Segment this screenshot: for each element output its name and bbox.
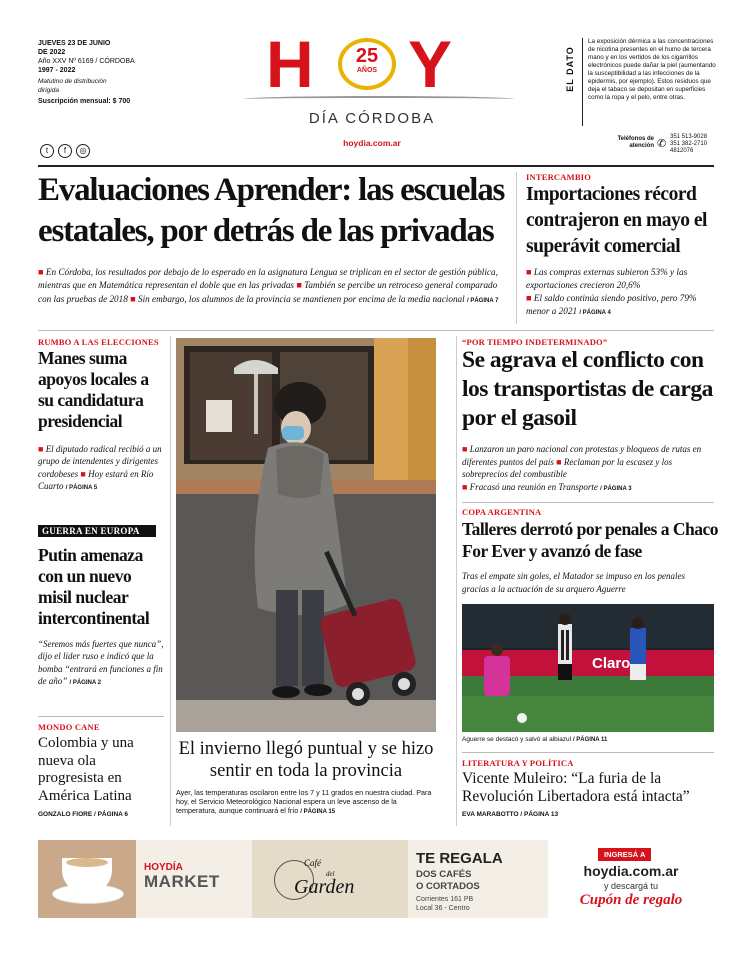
- instagram-icon[interactable]: ◎: [76, 144, 90, 158]
- lead-bullet-1: En Córdoba, los resultados por debajo de lo esperado en la asignatura Lengua se triplican en el sector de gestión pública, mientras que en Matemática representan el doble que en las privadas: [38, 267, 498, 291]
- ad-coffee-image: [38, 840, 136, 918]
- ad-cta-text: y descargá tu: [603, 881, 659, 891]
- putin-page[interactable]: / PÁGINA 2: [69, 679, 101, 686]
- winter-text: Ayer, las temperaturas oscilaron entre los 7 y 11 grados en nuestra ciudad. Para hoy, el Servicio Meteorológico Nacional espera un leve ascenso de la temperatura, aunque continuará el frío: [176, 788, 432, 815]
- phone-icon: ✆: [657, 138, 667, 150]
- lead-page[interactable]: / PÁGINA 7: [466, 297, 499, 304]
- ad-cafe-panel: [252, 840, 408, 918]
- ad-brand-bottom: MARKET: [144, 872, 220, 891]
- ad-address-2: Local 36 - Centro: [416, 905, 470, 912]
- subscription-price: Suscripción mensual: $ 700: [38, 98, 131, 105]
- football-section: COPA ARGENTINA: [462, 507, 542, 517]
- anniversary-word: AÑOS: [356, 67, 378, 74]
- el-dato-box: [565, 38, 716, 130]
- manes-bullet-2: Hoy estará en Río Cuarto: [38, 468, 154, 491]
- facebook-icon[interactable]: f: [58, 144, 72, 158]
- phone-1[interactable]: 351 513-9028: [670, 134, 708, 140]
- ad-cta-badge: INGRESÁ A: [598, 848, 651, 861]
- trade-summary: ■ Las compras externas subieron 53% y las exportaciones crecieron 20,6% ■ El saldo continúa siendo positivo, pero 79% menor a 2021 / PÁGINA 4: [526, 267, 697, 316]
- transport-bullet-3: Fracasó una reunión en Transporte: [469, 481, 598, 492]
- ad-cafe-mid: del: [326, 870, 335, 878]
- phone-3[interactable]: 4812076: [670, 148, 694, 154]
- el-dato-label: EL DATO: [565, 46, 575, 92]
- ad-cta-coupon[interactable]: Cupón de regalo: [579, 892, 683, 908]
- winter-headline[interactable]: El invierno llegó puntual y se hizo sentir en toda la provincia: [178, 739, 434, 781]
- ad-banner[interactable]: [38, 840, 714, 918]
- lead-summary: ■ En Córdoba, los resultados por debajo de lo esperado en la asignatura Lengua se triplican en el sector de gestión pública, mientras que en Matemática representan el doble que en las privadas ■ También se percibe un retroceso general comparado con las pruebas de 2018 ■ Sin embargo, los alumnos de la provincia se mantienen por encima de la media nacional / PÁGINA 7: [38, 267, 499, 304]
- manes-headline[interactable]: Manes suma apoyos locales a su candidatura presidencial: [38, 348, 149, 431]
- transport-section: “POR TIEMPO INDETERMINADO”: [462, 337, 608, 347]
- issue-years: 1997 - 2022: [38, 66, 76, 74]
- putin-text: “Seremos más fuertes que nunca”, dijo el líder ruso e indicó que la bomba “entrará en funciones a fin de año”: [38, 639, 164, 686]
- putin-headline[interactable]: Putin amenaza con un nuevo misil nuclear intercontinental: [38, 545, 150, 628]
- logo-city: DÍA CÓRDOBA: [308, 110, 436, 127]
- distribution-note: Matutino de distribución dirigida: [38, 78, 107, 94]
- ad-cafe-small: Café: [304, 858, 321, 868]
- el-dato-text: La exposición dérmica a las concentraciones de nicotina presentes en el humo de tercera mano y en los vertidos de los cigarrillos electrónicos puede dañar la piel (aumentando la susceptibilidad a las infecciones de la epidermis, por ejemplo). Estos residuos que deja el tabaco se depositan en superficies como la ropa y el pelo, entre otras.: [588, 38, 716, 101]
- logo-letter-y: Y: [408, 27, 453, 101]
- trade-page[interactable]: / PÁGINA 4: [579, 310, 611, 316]
- football-photo-illustration: [462, 604, 714, 732]
- transport-bullet-2: Reclaman por la escasez y los sobreprecios del combustible: [462, 456, 673, 479]
- transport-headline[interactable]: Se agrava el conflicto con los transportistas de carga por el gasoil: [462, 347, 713, 431]
- issue-number: Año XXV Nº 6169 / CÓRDOBA: [38, 58, 135, 65]
- ad-cta-site[interactable]: hoydia.com.ar: [583, 863, 679, 879]
- transport-page[interactable]: / PÁGINA 3: [600, 485, 632, 492]
- ad-promo-line-2: O CORTADOS: [416, 881, 480, 892]
- issue-date: JUEVES 23 DE JUNIO DE 2022: [38, 40, 111, 56]
- lead-bullet-2: También se percibe un retroceso general comparado con las pruebas de 2018: [38, 280, 498, 304]
- phone-block: [612, 136, 714, 160]
- football-photo: [462, 604, 714, 732]
- phone-label: Teléfonos de atención: [617, 136, 654, 149]
- ad-cafe-big: Garden: [294, 876, 355, 898]
- winter-photo: [176, 338, 436, 732]
- manes-summary: ■ El diputado radical recibió a un grupo de intendentes y dirigentes cordobeses ■ Hoy estará en Río Cuarto / PÁGINA 5: [38, 444, 162, 491]
- winter-summary: [176, 788, 436, 817]
- ad-brand-top: HOYDÍA: [144, 862, 183, 873]
- literature-headline[interactable]: Vicente Muleiro: “La furia de la Revolución Libertadora está intacta”: [462, 770, 690, 805]
- football-headline[interactable]: Talleres derrotó por penales a Chaco For Ever y avanzó de fase: [462, 519, 719, 561]
- manes-section: RUMBO A LAS ELECCIONES: [38, 337, 159, 347]
- ad-address-1: Corrientes 161 PB: [416, 896, 474, 903]
- ad-promo-title: TE REGALA: [416, 850, 503, 867]
- lead-headline[interactable]: Evaluaciones Aprender: las escuelas estatales, por detrás de las privadas: [38, 172, 505, 249]
- colombia-headline[interactable]: Colombia y una nueva ola progresista en América Latina: [38, 735, 134, 804]
- ad-promo-line-1: DOS CAFÉS: [416, 869, 472, 880]
- website-link[interactable]: hoydia.com.ar: [343, 138, 401, 148]
- literature-section: LITERATURA Y POLÍTICA: [462, 758, 574, 768]
- manes-bullet-1: El diputado radical recibió a un grupo de intendentes y dirigentes cordobeses: [38, 444, 162, 479]
- transport-bullet-1: Lanzaron un paro nacional con protestas y bloqueos de rutas en diferentes puntos del país: [462, 444, 702, 467]
- football-page[interactable]: / PÁGINA 11: [572, 737, 608, 743]
- social-links: [40, 140, 94, 158]
- logo-swoosh: [244, 96, 514, 102]
- trade-bullet-1: Las compras externas subieron 53% y las exportaciones crecieron 20,6%: [526, 267, 688, 290]
- trade-headline[interactable]: Importaciones récord contrajeron en mayo el superávit comercial: [526, 184, 707, 257]
- masthead-rule: [38, 165, 714, 167]
- transport-summary: ■ Lanzaron un paro nacional con protestas y bloqueos de rutas en diferentes puntos del país ■ Reclaman por la escasez y los sobreprecios del combustible ■ Fracasó una reunión en Transporte / PÁGINA 3: [462, 444, 702, 492]
- trade-section: INTERCAMBIO: [526, 172, 592, 182]
- masthead-info: [38, 40, 168, 107]
- colombia-byline[interactable]: GONZALO FIORE / PÁGINA 6: [38, 811, 129, 818]
- lead-bullet-3: Sin embargo, los alumnos de la provincia se mantienen por encima de la media nacional: [137, 293, 465, 304]
- putin-section: GUERRA EN EUROPA: [38, 525, 156, 537]
- logo-letter-h: H: [266, 27, 312, 101]
- football-caption-text: Aguerre se destacó y salvó al albiazul: [462, 736, 572, 743]
- anniversary-number: 25: [355, 45, 379, 67]
- phone-numbers: [670, 134, 714, 155]
- trade-bullet-2: El saldo continúa siendo positivo, pero 79% menor a 2021: [526, 293, 697, 316]
- literature-byline[interactable]: EVA MARABOTTO / PÁGINA 13: [462, 811, 559, 818]
- putin-summary: [38, 638, 164, 689]
- winter-page[interactable]: / PÁGINA 15: [300, 809, 336, 815]
- football-caption: [462, 736, 607, 743]
- stadium-board-text: Claro: [592, 655, 631, 672]
- ad-cta-panel[interactable]: [548, 840, 714, 918]
- colombia-section: MONDO CANE: [38, 722, 100, 732]
- winter-photo-illustration: [176, 338, 436, 732]
- logo[interactable]: [266, 27, 476, 101]
- football-summary: Tras el empate sin goles, el Matador se impuso en los penales gracias a la actuación de su arquero Aguerre: [462, 571, 685, 594]
- anniversary-badge: [338, 38, 396, 90]
- phone-2[interactable]: 351 382-2710: [670, 141, 708, 147]
- twitter-icon[interactable]: t: [40, 144, 54, 158]
- manes-page[interactable]: / PÁGINA 5: [65, 484, 98, 491]
